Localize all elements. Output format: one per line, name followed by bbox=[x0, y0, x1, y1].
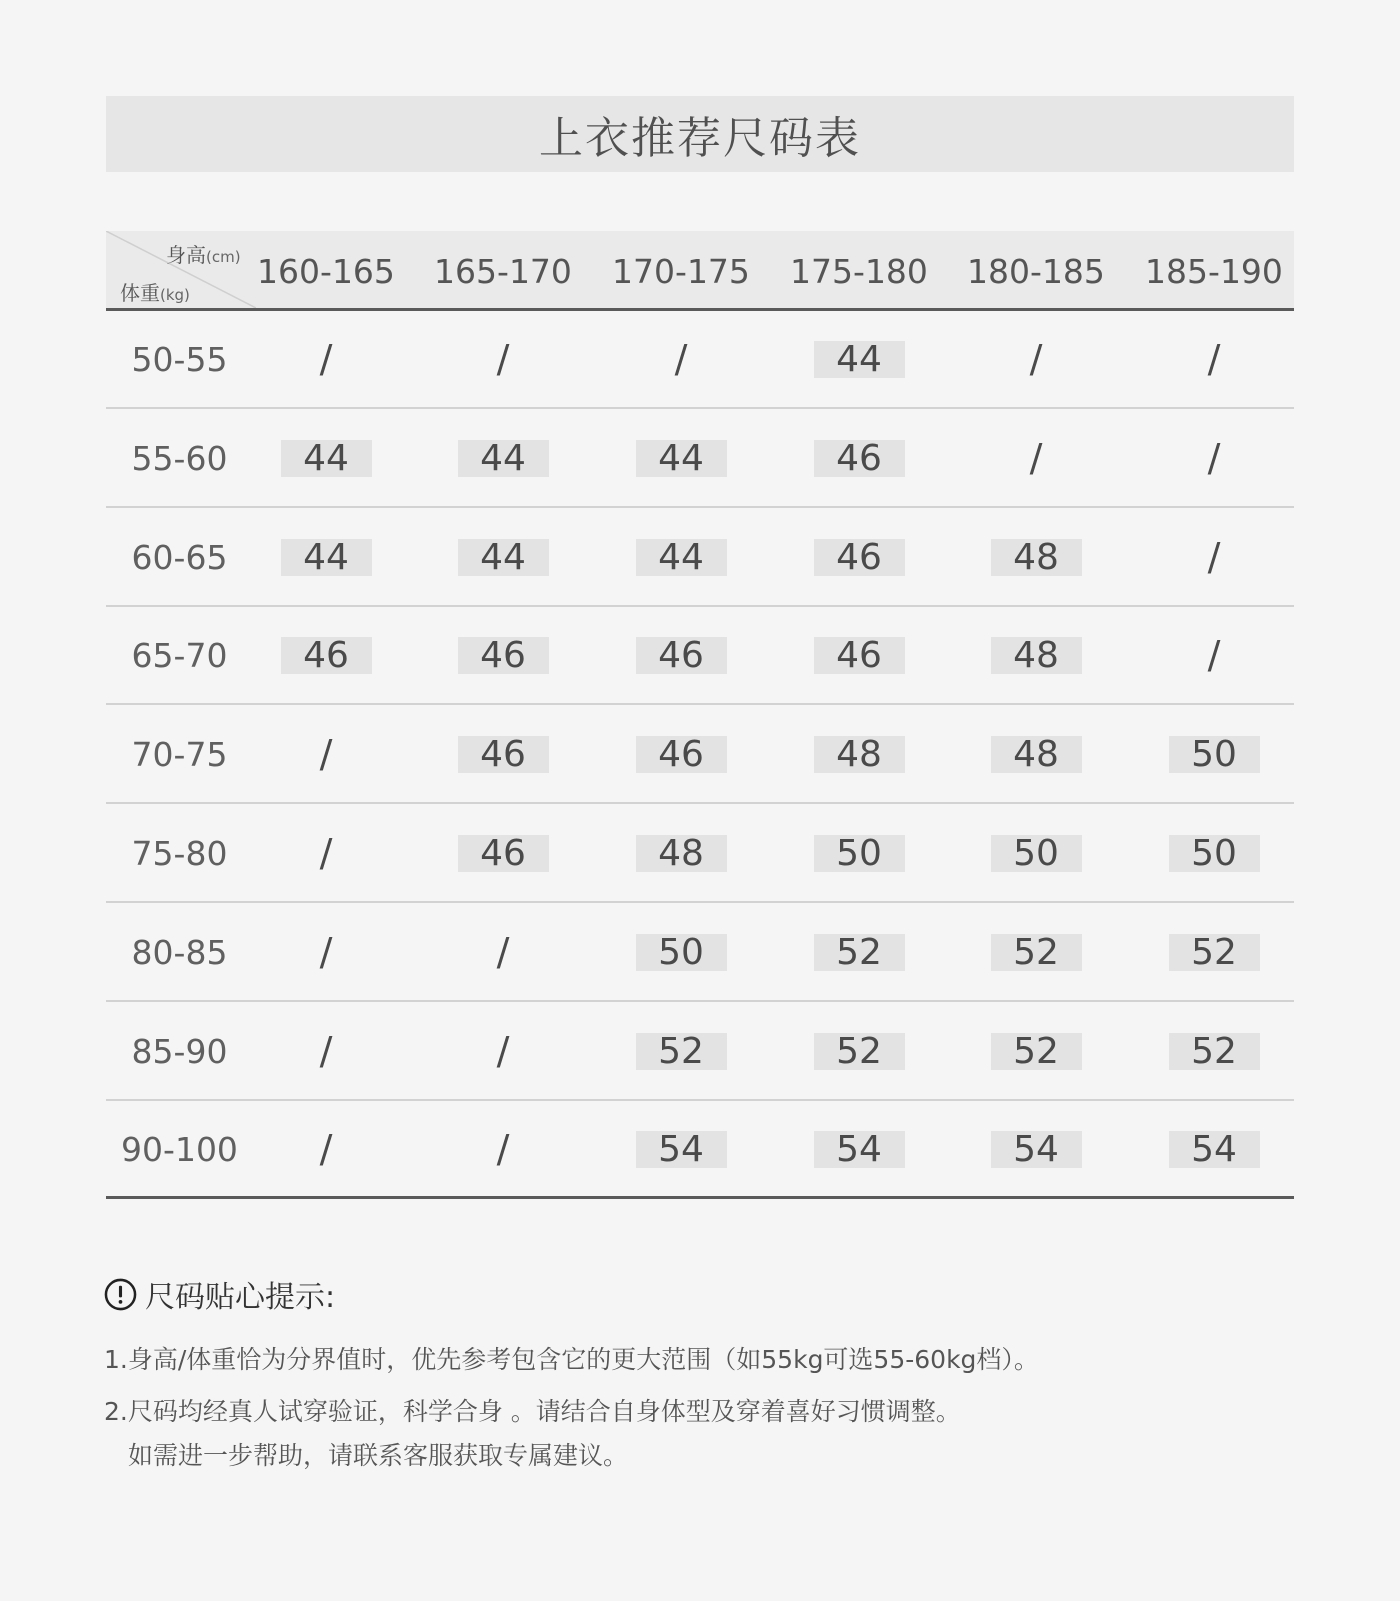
size-chip: 54 bbox=[636, 1131, 727, 1168]
size-cell bbox=[423, 805, 583, 901]
not-available-mark: / bbox=[674, 337, 688, 381]
size-cell bbox=[601, 311, 761, 407]
table-row bbox=[106, 904, 1294, 1002]
size-cell bbox=[956, 805, 1116, 901]
size-chip: 48 bbox=[991, 539, 1082, 576]
size-cell bbox=[423, 904, 583, 1000]
not-available-mark: / bbox=[319, 337, 333, 381]
size-chip: 52 bbox=[991, 1033, 1082, 1070]
size-cell bbox=[246, 904, 406, 1000]
tips-header bbox=[104, 1274, 335, 1314]
size-chip: 46 bbox=[458, 736, 549, 773]
size-cell bbox=[246, 311, 406, 407]
size-cell bbox=[246, 607, 406, 703]
size-cell bbox=[1134, 1003, 1294, 1099]
not-available-mark: / bbox=[319, 1127, 333, 1171]
size-chip: 50 bbox=[636, 934, 727, 971]
size-chip: 52 bbox=[814, 934, 905, 971]
size-chip: 52 bbox=[636, 1033, 727, 1070]
size-chip: 50 bbox=[1169, 736, 1260, 773]
not-available-mark: / bbox=[496, 337, 510, 381]
not-available-mark: / bbox=[319, 831, 333, 875]
size-cell bbox=[246, 1003, 406, 1099]
not-available-mark: / bbox=[319, 1029, 333, 1073]
column-header: 170-175 bbox=[612, 252, 750, 291]
page-title: 上衣推荐尺码表 bbox=[539, 113, 861, 164]
not-available-mark: / bbox=[496, 1127, 510, 1171]
size-cell bbox=[601, 1003, 761, 1099]
table-row bbox=[106, 1101, 1294, 1199]
size-cell bbox=[423, 509, 583, 605]
title-banner bbox=[106, 96, 1294, 172]
size-chip: 54 bbox=[814, 1131, 905, 1168]
size-cell bbox=[423, 706, 583, 802]
size-cell bbox=[779, 607, 939, 703]
row-weight-label: 60-65 bbox=[131, 537, 228, 577]
size-chip: 50 bbox=[1169, 835, 1260, 872]
size-cell bbox=[601, 805, 761, 901]
table-header bbox=[106, 231, 1294, 311]
size-cell bbox=[601, 607, 761, 703]
size-chip: 44 bbox=[636, 539, 727, 576]
weight-label-text: 体重 bbox=[120, 281, 160, 305]
table-row bbox=[106, 706, 1294, 804]
size-cell bbox=[246, 509, 406, 605]
size-cell bbox=[1134, 607, 1294, 703]
row-weight-label: 55-60 bbox=[131, 438, 228, 478]
size-cell bbox=[779, 509, 939, 605]
size-chip: 52 bbox=[1169, 1033, 1260, 1070]
row-weight-label: 65-70 bbox=[131, 635, 228, 675]
tips-title: 尺码贴心提示: bbox=[145, 1280, 336, 1315]
size-chip: 54 bbox=[991, 1131, 1082, 1168]
size-chip: 44 bbox=[636, 440, 727, 477]
size-cell bbox=[956, 607, 1116, 703]
size-cell bbox=[1134, 805, 1294, 901]
row-weight-label: 75-80 bbox=[131, 833, 228, 873]
not-available-mark: / bbox=[319, 732, 333, 776]
size-cell bbox=[956, 1003, 1116, 1099]
size-chip: 52 bbox=[814, 1033, 905, 1070]
size-cell bbox=[1134, 509, 1294, 605]
size-cell bbox=[1134, 410, 1294, 506]
size-chip: 46 bbox=[281, 637, 372, 674]
column-header: 160-165 bbox=[257, 252, 395, 291]
table-row bbox=[106, 509, 1294, 607]
size-cell bbox=[779, 1003, 939, 1099]
size-cell bbox=[956, 410, 1116, 506]
size-chip: 48 bbox=[814, 736, 905, 773]
size-cell bbox=[423, 410, 583, 506]
not-available-mark: / bbox=[1207, 436, 1221, 480]
not-available-mark: / bbox=[1207, 633, 1221, 677]
column-header: 175-180 bbox=[790, 252, 928, 291]
size-cell bbox=[423, 1101, 583, 1197]
size-cell bbox=[1134, 706, 1294, 802]
size-cell bbox=[779, 1101, 939, 1197]
size-cell bbox=[601, 706, 761, 802]
row-weight-label: 80-85 bbox=[131, 932, 228, 972]
column-header: 180-185 bbox=[967, 252, 1105, 291]
row-weight-label: 70-75 bbox=[131, 734, 228, 774]
table-row bbox=[106, 311, 1294, 409]
corner-cell bbox=[106, 231, 256, 308]
size-cell bbox=[779, 311, 939, 407]
table-row bbox=[106, 607, 1294, 705]
size-chip: 44 bbox=[458, 539, 549, 576]
not-available-mark: / bbox=[319, 930, 333, 974]
size-cell bbox=[246, 1101, 406, 1197]
size-cell bbox=[1134, 904, 1294, 1000]
size-cell bbox=[246, 410, 406, 506]
size-cell bbox=[779, 410, 939, 506]
info-circle-icon bbox=[104, 1278, 137, 1311]
table-row bbox=[106, 1003, 1294, 1101]
row-weight-label: 85-90 bbox=[131, 1031, 228, 1071]
size-cell bbox=[246, 706, 406, 802]
height-axis-label bbox=[166, 239, 241, 268]
size-chip: 46 bbox=[814, 637, 905, 674]
size-cell bbox=[423, 607, 583, 703]
size-cell bbox=[601, 509, 761, 605]
tip-line-3: 如需进一步帮助，请联系客服获取专属建议。 bbox=[128, 1441, 629, 1470]
size-cell bbox=[246, 805, 406, 901]
size-cell bbox=[779, 904, 939, 1000]
not-available-mark: / bbox=[496, 930, 510, 974]
size-chip: 46 bbox=[636, 736, 727, 773]
size-cell bbox=[779, 805, 939, 901]
size-cell bbox=[601, 1101, 761, 1197]
size-chip: 54 bbox=[1169, 1131, 1260, 1168]
size-cell bbox=[423, 311, 583, 407]
table-row bbox=[106, 805, 1294, 903]
column-header: 165-170 bbox=[434, 252, 572, 291]
weight-axis-label bbox=[120, 277, 190, 306]
height-label-text: 身高 bbox=[166, 243, 206, 267]
size-chip: 44 bbox=[814, 341, 905, 378]
tip-line-2: 2.尺码均经真人试穿验证，科学合身 。请结合自身体型及穿着喜好习惯调整。 bbox=[104, 1397, 961, 1426]
not-available-mark: / bbox=[496, 1029, 510, 1073]
size-cell bbox=[956, 706, 1116, 802]
not-available-mark: / bbox=[1207, 337, 1221, 381]
size-chip: 46 bbox=[814, 539, 905, 576]
weight-unit: (kg) bbox=[160, 286, 190, 304]
size-chip: 46 bbox=[458, 637, 549, 674]
not-available-mark: / bbox=[1029, 436, 1043, 480]
size-chip: 44 bbox=[281, 539, 372, 576]
table-row bbox=[106, 410, 1294, 508]
size-cell bbox=[956, 1101, 1116, 1197]
not-available-mark: / bbox=[1029, 337, 1043, 381]
size-cell bbox=[956, 904, 1116, 1000]
size-chip: 50 bbox=[814, 835, 905, 872]
size-chip: 44 bbox=[281, 440, 372, 477]
size-chip: 52 bbox=[1169, 934, 1260, 971]
size-cell bbox=[1134, 1101, 1294, 1197]
not-available-mark: / bbox=[1207, 535, 1221, 579]
size-chip: 48 bbox=[991, 637, 1082, 674]
column-header: 185-190 bbox=[1145, 252, 1283, 291]
size-cell bbox=[779, 706, 939, 802]
size-chip: 52 bbox=[991, 934, 1082, 971]
size-cell bbox=[423, 1003, 583, 1099]
size-cell bbox=[956, 509, 1116, 605]
size-cell bbox=[956, 311, 1116, 407]
size-chip: 46 bbox=[636, 637, 727, 674]
size-chip: 46 bbox=[458, 835, 549, 872]
size-chip: 46 bbox=[814, 440, 905, 477]
size-cell bbox=[601, 904, 761, 1000]
size-cell bbox=[601, 410, 761, 506]
size-chip: 50 bbox=[991, 835, 1082, 872]
size-chip: 48 bbox=[636, 835, 727, 872]
height-unit: (cm) bbox=[206, 248, 241, 266]
row-weight-label: 50-55 bbox=[131, 339, 228, 379]
size-cell bbox=[1134, 311, 1294, 407]
size-chip: 44 bbox=[458, 440, 549, 477]
row-weight-label: 90-100 bbox=[121, 1129, 238, 1169]
size-chip: 48 bbox=[991, 736, 1082, 773]
tip-line-1: 1.身高/体重恰为分界值时，优先参考包含它的更大范围（如55kg可选55-60kg档）。 bbox=[104, 1345, 1039, 1374]
